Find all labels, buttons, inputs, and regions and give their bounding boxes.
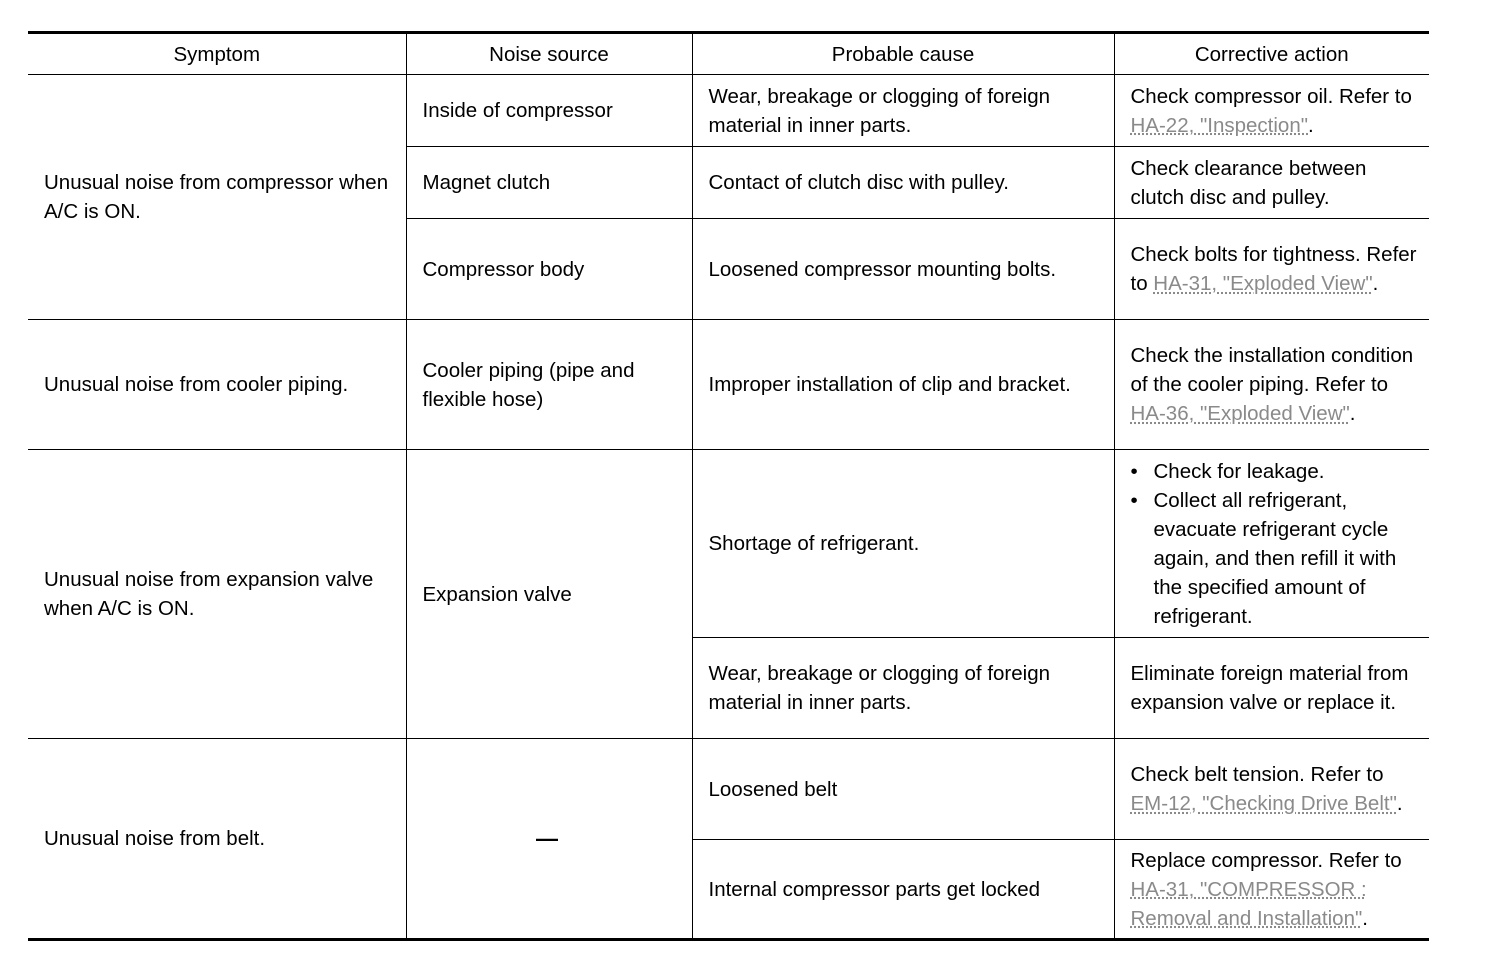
probable-cause-cell: Wear, breakage or clogging of foreign material in inner parts. (692, 75, 1114, 147)
action-text: Check belt tension. Refer to (1130, 763, 1384, 786)
action-text-end: . (1362, 906, 1368, 930)
reference-link[interactable]: EM-12, "Checking Drive Belt" (1130, 792, 1397, 815)
reference-link[interactable]: HA-31, "Exploded View" (1153, 272, 1373, 295)
corrective-action-cell (1114, 75, 1429, 147)
action-text-end: . (1372, 272, 1379, 295)
probable-cause-cell: Improper installation of clip and bracket. (692, 320, 1114, 450)
probable-cause-cell: Contact of clutch disc with pulley. (692, 147, 1114, 219)
corrective-action-cell (1114, 739, 1429, 840)
symptom-cell: Unusual noise from expansion valve when A/C is ON. (28, 450, 406, 739)
action-bullet-list (1131, 457, 1420, 631)
symptom-cell: Unusual noise from compressor when A/C is ON. (28, 75, 406, 320)
action-text-end: . (1349, 402, 1356, 425)
noise-source-cell: Inside of compressor (406, 75, 692, 147)
header-corrective-action: Corrective action (1114, 33, 1429, 75)
action-text: Check the installation condition of the cooler piping. Refer to (1130, 344, 1414, 396)
action-bullet: • Check for leakage. (1131, 457, 1420, 486)
reference-link[interactable]: HA-22, "Inspection" (1130, 113, 1309, 137)
symptom-cell: Unusual noise from cooler piping. (28, 320, 406, 450)
noise-troubleshooting-table (28, 31, 1429, 941)
noise-source-cell: Expansion valve (406, 450, 692, 739)
noise-source-cell (406, 739, 692, 940)
probable-cause-cell: Shortage of refrigerant. (692, 450, 1114, 638)
corrective-action-cell (1114, 320, 1429, 450)
action-text-end: . (1308, 113, 1314, 137)
action-text: Check bolts for tightness. Refer to (1130, 243, 1417, 295)
table-row (28, 320, 1429, 450)
troubleshooting-table-container (28, 31, 1429, 941)
table-row (28, 739, 1429, 840)
noise-source-cell: Cooler piping (pipe and flexible hose) (406, 320, 692, 450)
action-text: Replace compressor. Refer to (1130, 848, 1402, 872)
action-text: Check compressor oil. Refer to (1130, 84, 1412, 108)
noise-source-dash: — (536, 825, 558, 851)
action-bullet: • Collect all refrigerant, evacuate refrigerant cycle again, and then refill it with the specified amount of refrigerant. (1131, 486, 1420, 631)
probable-cause-cell: Internal compressor parts get locked (692, 840, 1114, 940)
probable-cause-cell: Wear, breakage or clogging of foreign material in inner parts. (692, 638, 1114, 739)
header-row (28, 33, 1429, 75)
noise-source-cell: Magnet clutch (406, 147, 692, 219)
reference-link[interactable]: HA-31, "COMPRESSOR : Removal and Installation" (1130, 877, 1367, 930)
corrective-action-cell (1114, 450, 1429, 638)
header-probable-cause: Probable cause (692, 33, 1114, 75)
reference-link[interactable]: HA-36, "Exploded View" (1130, 402, 1350, 425)
probable-cause-cell: Loosened compressor mounting bolts. (692, 219, 1114, 320)
noise-source-cell: Compressor body (406, 219, 692, 320)
table-row (28, 450, 1429, 638)
action-text-end: . (1396, 792, 1403, 815)
probable-cause-cell: Loosened belt (692, 739, 1114, 840)
header-noise-source: Noise source (406, 33, 692, 75)
corrective-action-cell: Eliminate foreign material from expansion valve or replace it. (1114, 638, 1429, 739)
symptom-cell: Unusual noise from belt. (28, 739, 406, 940)
table-row (28, 75, 1429, 147)
corrective-action-cell: Check clearance between clutch disc and pulley. (1114, 147, 1429, 219)
corrective-action-cell (1114, 219, 1429, 320)
header-symptom: Symptom (28, 33, 406, 75)
corrective-action-cell (1114, 840, 1429, 940)
